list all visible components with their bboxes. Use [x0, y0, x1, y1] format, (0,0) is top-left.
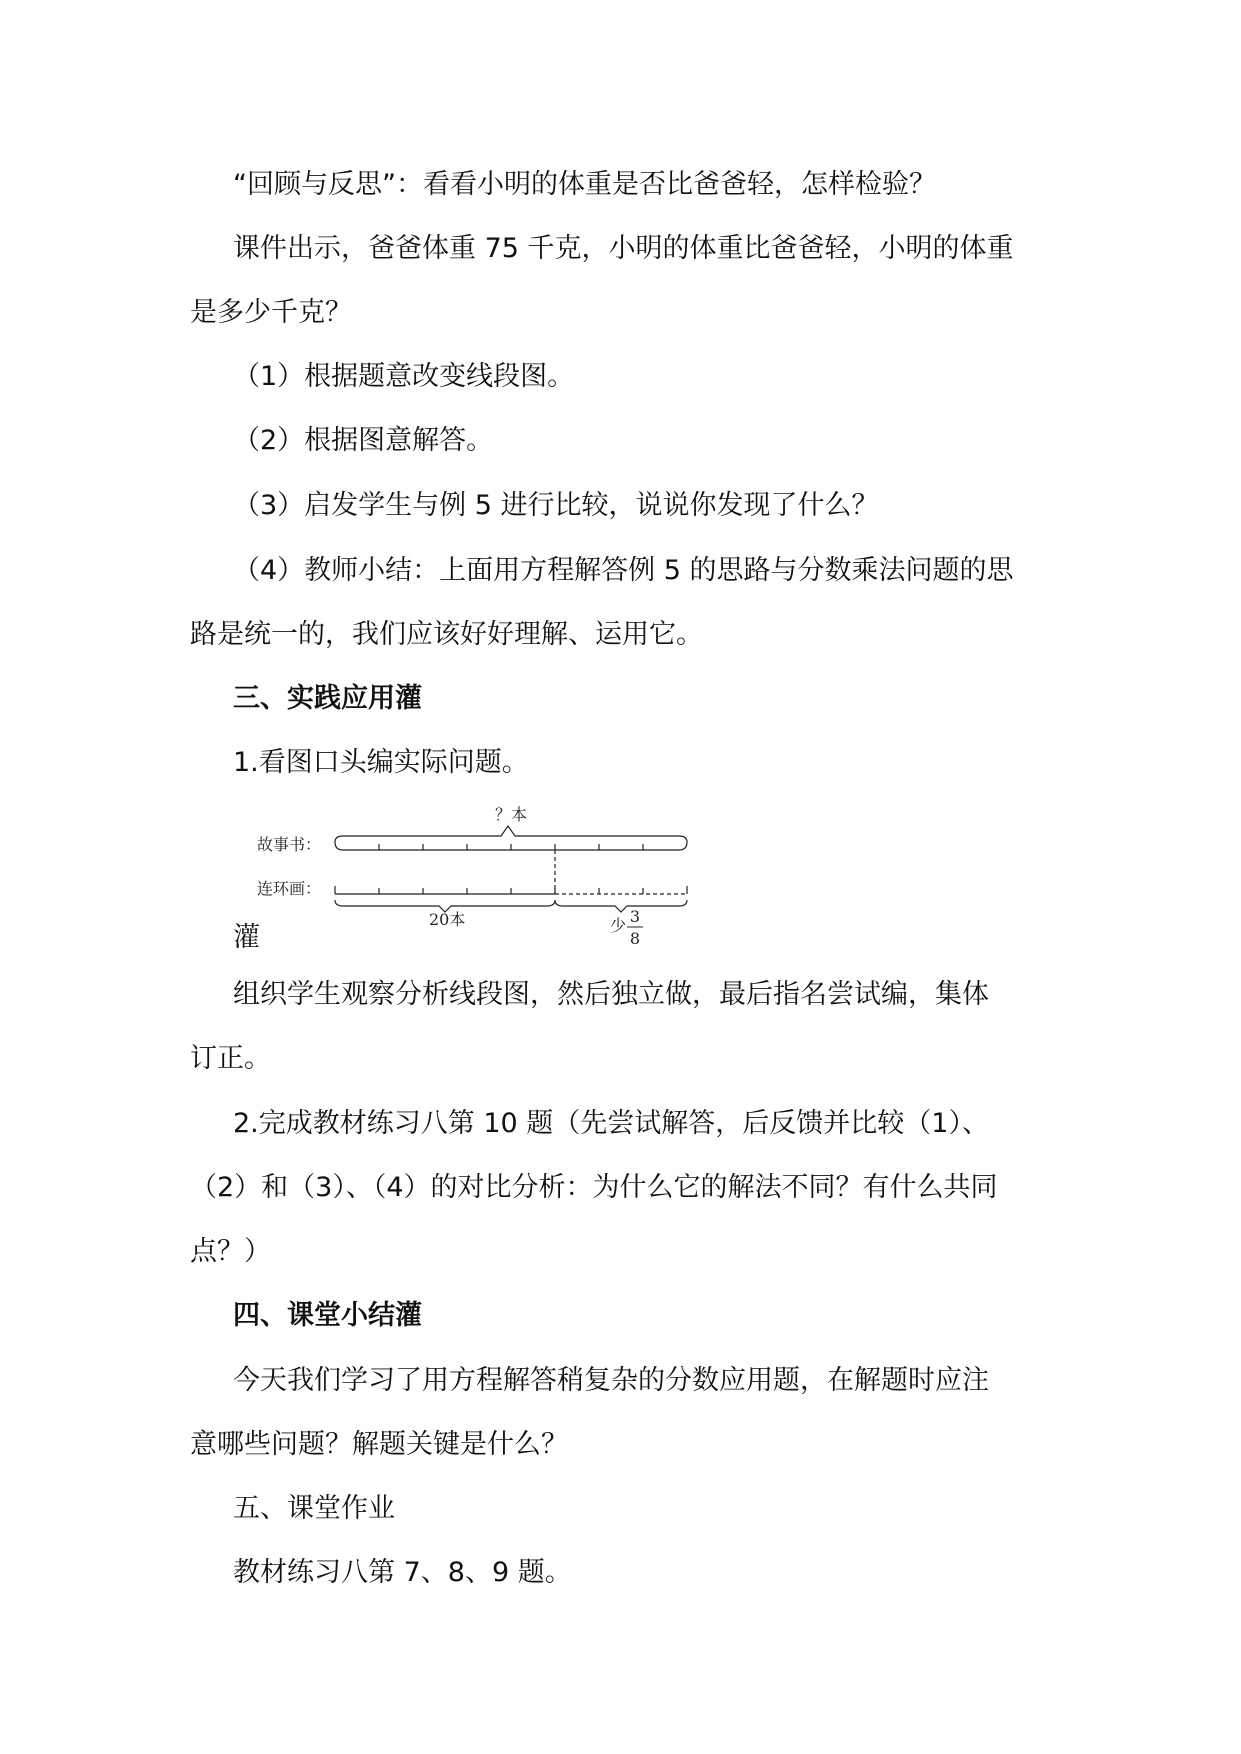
section-3-heading: 三、实践应用灌 [233, 683, 422, 714]
section-3-item-2-line-1: 2.完成教材练习八第 10 题（先尝试解答，后反馈并比较（1）、 [233, 1108, 989, 1139]
bottom-brace-right [555, 900, 687, 912]
section-5-heading: 五、课堂作业 [233, 1493, 395, 1524]
section-4-line-2: 意哪些问题？解题关键是什么？ [190, 1429, 568, 1460]
row2-label: 连环画： [257, 879, 322, 898]
diagram-trailing-char: 灌 [233, 922, 260, 953]
fraction-denominator: 8 [629, 929, 641, 948]
fraction-numerator: 3 [629, 907, 641, 926]
row1-label: 故事书： [257, 835, 322, 854]
paragraph-review: “回顾与反思”：看看小明的体重是否比爸爸轻，怎样检验？ [233, 169, 936, 200]
section-3-para-2: 订正。 [190, 1043, 271, 1074]
row1-top-brace [335, 826, 687, 842]
step-1: （1）根据题意改变线段图。 [233, 361, 575, 392]
step-4-line-1: （4）教师小结：上面用方程解答例 5 的思路与分数乘法问题的思 [233, 555, 1014, 586]
section-3-item-1: 1.看图口头编实际问题。 [233, 747, 529, 778]
step-2: （2）根据图意解答。 [233, 425, 494, 456]
section-3-item-2-line-2: （2）和（3）、（4）的对比分析：为什么它的解法不同？有什么共同 [190, 1172, 998, 1203]
paragraph-courseware-1: 课件出示，爸爸体重 75 千克，小明的体重比爸爸轻，小明的体重 [233, 233, 1014, 264]
section-4-line-1: 今天我们学习了用方程解答稍复杂的分数应用题，在解题时应注 [233, 1365, 989, 1396]
paragraph-courseware-2: 是多少千克？ [190, 297, 352, 328]
less-label: 少 [610, 916, 627, 935]
step-4-line-2: 路是统一的，我们应该好好理解、运用它。 [190, 619, 703, 650]
section-5-line: 教材练习八第 7、8、9 题。 [233, 1557, 572, 1588]
section-4-heading: 四、课堂小结灌 [233, 1300, 422, 1331]
question-label: ？本 [495, 805, 528, 824]
left-brace-label: 20本 [429, 910, 466, 929]
section-3-para-1: 组织学生观察分析线段图，然后独立做，最后指名尝试编，集体 [233, 979, 989, 1010]
step-3: （3）启发学生与例 5 进行比较，说说你发现了什么？ [233, 490, 879, 521]
section-3-item-2-line-3: 点？） [190, 1236, 271, 1267]
